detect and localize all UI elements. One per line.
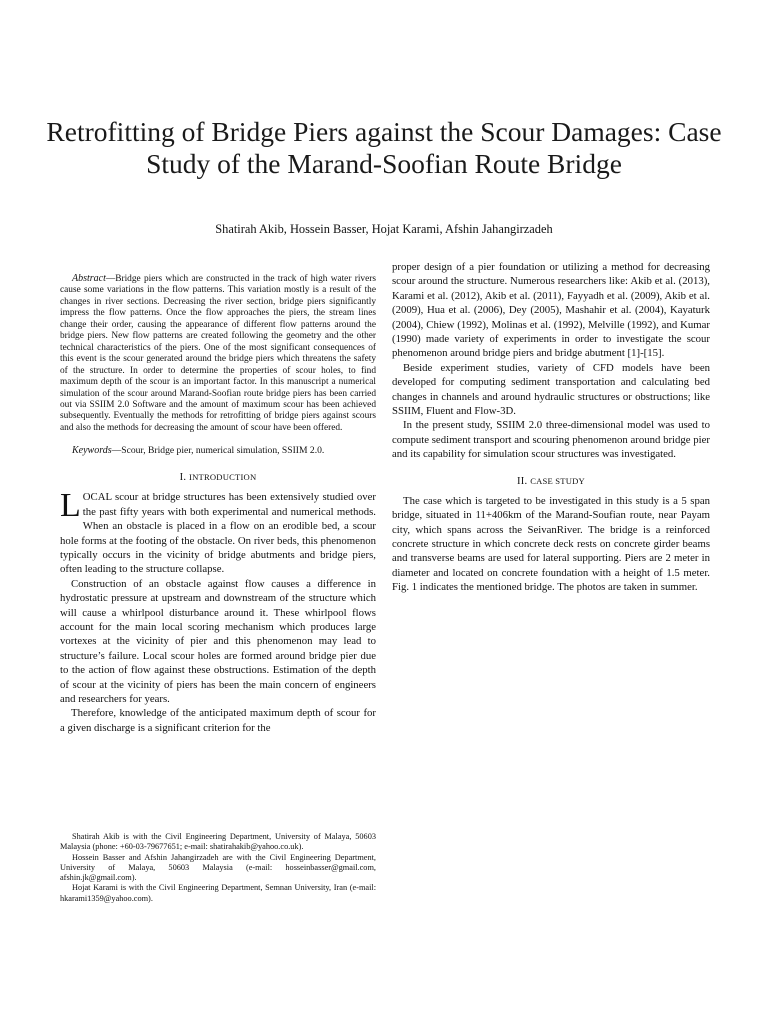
intro-paragraph-2: Construction of an obstacle against flow causes a difference in hydrostatic pressure at upstream and downstream of the structure which will cause a whirlpool disturbance around it. These whirlpool flows account for the main local scoring mechanism which produces large vortexes at the vicinity of pier and this phenomenon may lead to structure’s failure. Local scour holes are formed around bridge pier due to the action of flow against these obstructions. Estimation of the depth of scour at the vicinity of piers has been the main concern of engineers and researchers for years. <box>60 577 376 706</box>
section-number: I. <box>179 472 190 484</box>
abstract-label: Abstract <box>72 273 106 284</box>
keywords-text: Scour, Bridge pier, numerical simulation, SSIIM 2.0. <box>121 445 325 457</box>
right-column <box>392 260 710 595</box>
section-number: II. <box>517 475 531 487</box>
section-heading-case-study <box>392 474 710 489</box>
keywords <box>60 445 376 457</box>
intro-paragraph-1 <box>60 487 376 576</box>
keywords-label: Keywords <box>72 445 112 457</box>
intro-paragraph-5: In the present study, SSIIM 2.0 three-dimensional model was used to compute sediment transport and scouring phenomenon around bridge pier and its capability for simulation scour structures was investigated. <box>392 419 710 461</box>
section-title: INTRODUCTION <box>189 472 257 483</box>
footnote: Hossein Basser and Afshin Jahangirzadeh are with the Civil Engineering Department, University of Malaya, 50603 Malaysia (e-mail: hosseinbasser@gmail.com, afshin.jk@gmail.com). <box>60 852 376 883</box>
intro-paragraph-3-continued: proper design of a pier foundation or utilizing a method for decreasing scour around the structure. Numerous researchers like: Akib et al. (2013), Karami et al. (2012), Akib et al. (2011), Fayyadh et al. (2009), Akib et al. (2009), Hua et al. (2006), Dey (2005), Mashahir et al. (2004), Kayaturk (2004), Chiew (1992), Molinas et al. (1992), Melville (1992), and Kumar (1990) made variety of experiments in order to investigate the scour phenomenon around bridge piers and bridge abutment [1]-[15]. <box>392 261 710 360</box>
abstract <box>60 273 376 434</box>
intro-paragraph-4: Beside experiment studies, variety of CFD models have been developed for computing sediment transportation and calculating bed changes in channels and around hydraulic structures or obstructions; like SSIIM, Fluent and Flow-3D. <box>392 361 710 418</box>
abstract-text: Bridge piers which are constructed in the track of high water rivers cause some variations in the flow patterns. This variation mostly is a result of the changes in river sections. Decreasing the river section, bridge piers significantly impress the flow patterns. Once the flow approaches the piers, the stream lines change their order, causing the appearance of different flow patterns around the bridge piers. New flow patterns are created following the geometry and the other technical characteristics of the piers. One of the most significant consequences of this event is the scour generated around the bridge piers which threatens the safety of the structure. In order to determine the properties of scour holes, to find maximum depth of the scour is an important factor. In this manuscript a numerical simulation of the scour around Marand-Soofian route bridge piers has been carried out via SSIIM 2.0 Software and the amount of maximum scour has been achieved subsequently. Eventually the methods for retrofitting of bridge piers against scours and also the methods for decreasing the amount of scour have been offered. <box>60 274 376 433</box>
left-column <box>60 273 376 735</box>
abstract-dash: — <box>105 274 116 284</box>
paper-title: Retrofitting of Bridge Piers against the Scour Damages: Case Study of the Marand-Soofian Route Bridge <box>46 116 722 179</box>
intro-paragraph-3: Therefore, knowledge of the anticipated maximum depth of scour for a given discharge is a significant criterion for the <box>60 707 376 734</box>
keywords-dash: — <box>111 445 122 457</box>
intro-paragraph-1-text: OCAL scour at bridge structures has been extensively studied over the past fifty years with both experimental and numerical methods. When an obstacle is placed in a flow on an erodible bed, a scour hole forms at the footing of the obstacle. On river beds, this phenomenon typically occurs in the vicinity of bridge abutments and bridge piers, often leading to the structure collapse. <box>60 491 376 576</box>
footnote: Shatirah Akib is with the Civil Engineering Department, University of Malaya, 50603 Malaysia (phone: +60-03-79677651; e-mail: shatirahakib@yahoo.co.uk). <box>60 832 376 852</box>
author-footnotes <box>60 832 376 904</box>
section-heading-introduction <box>60 470 376 485</box>
author-list: Shatirah Akib, Hossein Basser, Hojat Karami, Afshin Jahangirzadeh <box>215 222 553 236</box>
case-study-paragraph: The case which is targeted to be investigated in this study is a 5 span bridge, situated in 11+406km of the Marand-Soufian route, near Payam city, which spans across the SeivanRiver. The bridge is a reinforced concrete structure in which concrete deck rests on concrete girder beams and transverse beams are used for lateral supporting. Piers are 2 meter in diameter and located on concrete foundation with a height of 1.5 meter. Fig. 1 indicates the mentioned bridge. The photos are taken in summer. <box>392 494 710 594</box>
footnote: Hojat Karami is with the Civil Engineering Department, Semnan University, Iran (e-mail: hkarami1359@yahoo.com). <box>60 883 376 903</box>
drop-cap: L <box>60 487 81 525</box>
section-title: CASE STUDY <box>530 475 585 486</box>
